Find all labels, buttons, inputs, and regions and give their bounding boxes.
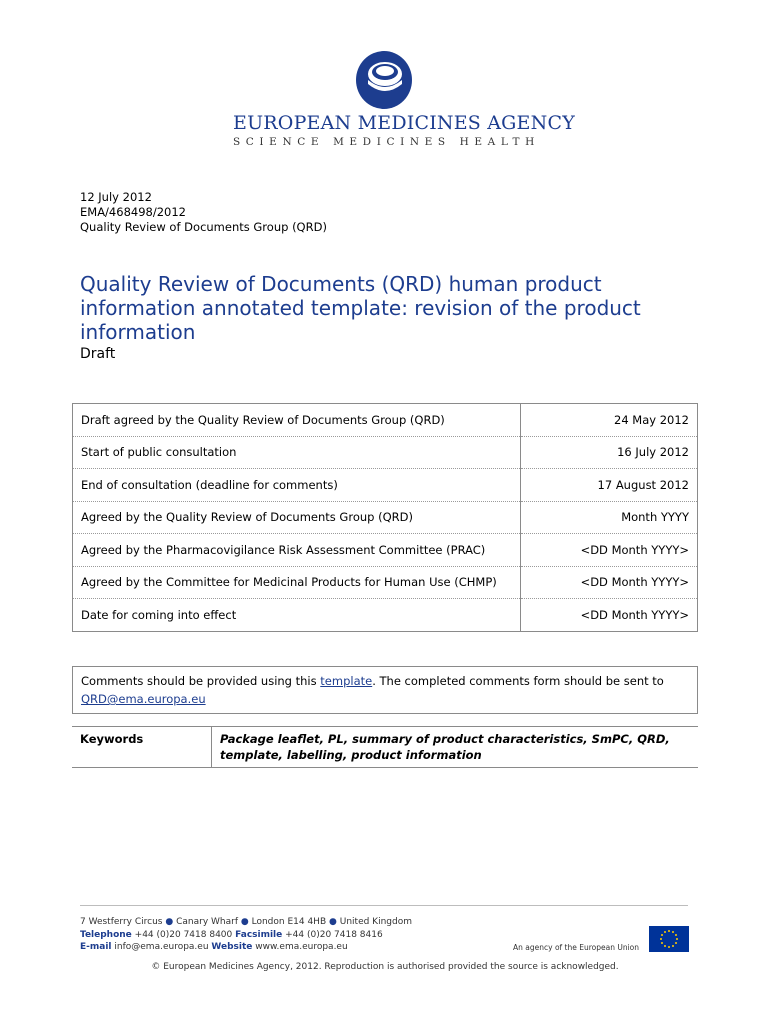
ema-emblem-icon bbox=[355, 50, 413, 110]
schedule-date: 24 May 2012 bbox=[521, 404, 698, 437]
address-area: Canary Wharf bbox=[176, 917, 238, 927]
schedule-date: <DD Month YYYY> bbox=[521, 534, 698, 567]
table-row bbox=[73, 534, 698, 567]
keywords-value: Package leaflet, PL, summary of product characteristics, SmPC, QRD, template, labelling, product information bbox=[212, 727, 699, 768]
address-country: United Kingdom bbox=[339, 917, 412, 927]
document-title: Quality Review of Documents (QRD) human product information annotated template: revision of the product information bbox=[80, 272, 641, 344]
table-row bbox=[73, 469, 698, 502]
schedule-label: Agreed by the Pharmacovigilance Risk Assessment Committee (PRAC) bbox=[73, 534, 521, 567]
eu-flag-icon bbox=[649, 926, 689, 952]
keywords-label: Keywords bbox=[72, 727, 212, 768]
address-street: 7 Westferry Circus bbox=[80, 917, 163, 927]
website-value[interactable]: www.ema.europa.eu bbox=[255, 942, 348, 952]
contact-line bbox=[80, 941, 412, 954]
schedule-label: End of consultation (deadline for comments) bbox=[73, 469, 521, 502]
agency-logo bbox=[0, 50, 770, 150]
document-group: Quality Review of Documents Group (QRD) bbox=[80, 220, 327, 234]
facsimile-value: +44 (0)20 7418 8416 bbox=[285, 929, 383, 940]
schedule-label: Agreed by the Committee for Medicinal Products for Human Use (CHMP) bbox=[73, 566, 521, 599]
telephone-label: Telephone bbox=[80, 929, 132, 940]
table-row bbox=[73, 436, 698, 469]
template-link[interactable]: template bbox=[320, 674, 373, 688]
table-row bbox=[73, 566, 698, 599]
schedule-date: 16 July 2012 bbox=[521, 436, 698, 469]
phone-line bbox=[80, 929, 412, 942]
website-label: Website bbox=[211, 942, 253, 952]
keywords-table bbox=[72, 726, 698, 768]
schedule-table bbox=[72, 403, 698, 632]
table-row bbox=[73, 404, 698, 437]
document-meta bbox=[80, 190, 327, 235]
table-row bbox=[73, 501, 698, 534]
agency-tagline: SCIENCE MEDICINES HEALTH bbox=[233, 136, 540, 148]
document-reference: EMA/468498/2012 bbox=[80, 205, 186, 219]
schedule-date: <DD Month YYYY> bbox=[521, 566, 698, 599]
agency-name: EUROPEAN MEDICINES AGENCY bbox=[233, 112, 575, 134]
table-row bbox=[73, 599, 698, 632]
bullet-icon: ● bbox=[165, 917, 174, 927]
footer-address bbox=[80, 916, 412, 954]
telephone-value: +44 (0)20 7418 8400 bbox=[134, 929, 233, 940]
document-status: Draft bbox=[80, 346, 116, 362]
comments-prefix: Comments should be provided using this bbox=[81, 674, 321, 688]
email-value[interactable]: info@ema.europa.eu bbox=[114, 942, 209, 952]
schedule-date: Month YYYY bbox=[521, 501, 698, 534]
table-row bbox=[72, 727, 698, 768]
address-line bbox=[80, 916, 412, 929]
schedule-label: Start of public consultation bbox=[73, 436, 521, 469]
document-date: 12 July 2012 bbox=[80, 190, 152, 204]
address-city: London E14 4HB bbox=[251, 917, 327, 927]
schedule-label: Date for coming into effect bbox=[73, 599, 521, 632]
bullet-icon: ● bbox=[240, 917, 249, 927]
bullet-icon: ● bbox=[329, 917, 337, 927]
schedule-date: <DD Month YYYY> bbox=[521, 599, 698, 632]
copyright-notice: © European Medicines Agency, 2012. Reproduction is authorised provided the source is acknowledged. bbox=[151, 962, 619, 972]
footer-divider bbox=[80, 905, 688, 906]
facsimile-label: Facsimile bbox=[235, 929, 283, 940]
schedule-label: Draft agreed by the Quality Review of Documents Group (QRD) bbox=[73, 404, 521, 437]
schedule-label: Agreed by the Quality Review of Documents Group (QRD) bbox=[73, 501, 521, 534]
schedule-date: 17 August 2012 bbox=[521, 469, 698, 502]
eu-agency-text: An agency of the European Union bbox=[513, 943, 640, 952]
qrd-email-link[interactable]: QRD@ema.europa.eu bbox=[81, 692, 206, 706]
comments-suffix: . The completed comments form should be sent to bbox=[372, 674, 664, 688]
comments-box bbox=[72, 666, 698, 714]
email-label: E-mail bbox=[80, 942, 112, 952]
